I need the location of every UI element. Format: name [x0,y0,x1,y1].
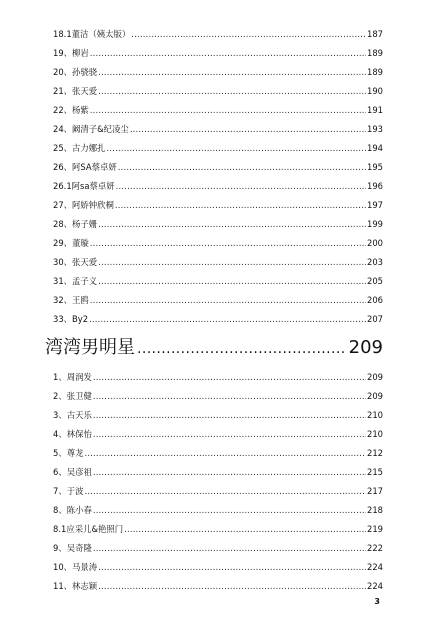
leader-dots [98,253,366,272]
table-of-contents [45,25,383,596]
leader-dots [116,177,366,196]
toc-entry-label: 26.1阿sa蔡卓妍 [53,181,115,191]
toc-entry-page: 212 [367,448,383,458]
toc-entry-page: 196 [367,181,383,191]
toc-entry-label: 22、杨紫 [53,105,89,115]
toc-entry-page: 187 [367,29,383,39]
toc-entry-page: 194 [367,143,383,153]
section-title: 湾湾男明星 [45,337,135,358]
toc-entry-page: 210 [367,410,383,420]
toc-entry[interactable] [53,25,383,44]
toc-entry-label: 2、张卫健 [53,391,92,401]
toc-entry[interactable] [53,196,383,215]
toc-entry-page: 224 [367,562,383,572]
leader-dots [137,332,347,366]
leader-dots [98,63,366,82]
toc-entry[interactable] [53,520,383,539]
toc-entry-label: 30、张天爱 [53,257,98,267]
toc-entry-label: 33、By2 [53,314,89,324]
toc-list-bottom [53,368,383,596]
toc-entry[interactable] [53,215,383,234]
leader-dots [89,310,366,329]
leader-dots [107,139,366,158]
toc-section-heading[interactable] [45,331,383,365]
toc-entry-label: 6、吴彦祖 [53,467,92,477]
leader-dots [98,577,366,596]
leader-dots [98,558,366,577]
toc-entry[interactable] [53,387,383,406]
toc-entry-page: 200 [367,238,383,248]
toc-list-top [53,25,383,329]
leader-dots [98,215,366,234]
toc-entry-page: 189 [367,48,383,58]
page-number: 3 [374,597,380,606]
toc-entry-label: 28、杨子姗 [53,219,98,229]
toc-entry[interactable] [53,272,383,291]
toc-entry-label: 24、阚清子&纪凌尘 [53,124,129,134]
toc-entry[interactable] [53,101,383,120]
toc-entry-label: 10、马景涛 [53,562,98,572]
leader-dots [90,291,366,310]
toc-entry[interactable] [53,577,383,596]
toc-entry[interactable] [53,177,383,196]
toc-entry-page: 207 [367,314,383,324]
toc-entry-label: 9、吴奇隆 [53,543,92,553]
leader-dots [93,501,366,520]
leader-dots [130,120,366,139]
toc-entry-label: 21、张天爱 [53,86,98,96]
leader-dots [124,520,366,539]
toc-entry-label: 26、阿SA蔡卓妍 [53,162,117,172]
toc-entry[interactable] [53,482,383,501]
leader-dots [98,82,366,101]
toc-entry-label: 7、于波 [53,486,84,496]
toc-entry-page: 195 [367,162,383,172]
toc-entry-page: 215 [367,467,383,477]
toc-entry-page: 218 [367,505,383,515]
toc-entry-page: 206 [367,295,383,305]
toc-entry[interactable] [53,63,383,82]
leader-dots [90,234,366,253]
toc-entry-page: 199 [367,219,383,229]
toc-entry[interactable] [53,291,383,310]
leader-dots [84,444,366,463]
toc-entry-page: 219 [367,524,383,534]
toc-entry[interactable] [53,253,383,272]
toc-entry-page: 203 [367,257,383,267]
toc-entry-page: 209 [367,372,383,382]
toc-entry-label: 31、孟子义 [53,276,98,286]
toc-entry[interactable] [53,310,383,329]
leader-dots [131,25,366,44]
toc-entry-label: 11、林志颖 [53,581,98,591]
toc-entry-label: 1、周润发 [53,372,92,382]
toc-entry-label: 18.1董洁（姨太版） [53,29,131,39]
toc-entry-page: 197 [367,200,383,210]
toc-entry-label: 8.1应采儿&艳照门 [53,524,124,534]
toc-entry-page: 193 [367,124,383,134]
toc-entry-label: 32、王鸥 [53,295,89,305]
leader-dots [115,196,366,215]
toc-entry-page: 205 [367,276,383,286]
toc-entry-label: 5、尊龙 [53,448,84,458]
toc-entry-page: 209 [367,391,383,401]
toc-entry[interactable] [53,368,383,387]
toc-entry[interactable] [53,463,383,482]
toc-entry-label: 19、柳岩 [53,48,89,58]
toc-entry-page: 210 [367,429,383,439]
toc-entry-label: 25、古力娜扎 [53,143,106,153]
toc-entry-label: 20、孙骁骁 [53,67,98,77]
leader-dots [90,44,366,63]
leader-dots [93,406,366,425]
toc-entry-page: 222 [367,543,383,553]
leader-dots [93,539,366,558]
toc-entry-page: 191 [367,105,383,115]
toc-entry[interactable] [53,82,383,101]
toc-entry[interactable] [53,406,383,425]
toc-entry-page: 189 [367,67,383,77]
leader-dots [93,368,366,387]
toc-entry-label: 27、阿娇钟欣桐 [53,200,114,210]
toc-entry[interactable] [53,158,383,177]
leader-dots [93,463,366,482]
toc-entry-page: 190 [367,86,383,96]
toc-entry[interactable] [53,558,383,577]
toc-entry-label: 3、古天乐 [53,410,92,420]
toc-entry[interactable] [53,44,383,63]
leader-dots [98,272,366,291]
leader-dots [93,387,366,406]
toc-entry[interactable] [53,120,383,139]
leader-dots [90,101,366,120]
toc-entry-label: 29、董璇 [53,238,89,248]
toc-entry[interactable] [53,501,383,520]
toc-entry[interactable] [53,234,383,253]
leader-dots [118,158,366,177]
section-page-number: 209 [348,337,383,358]
toc-entry-page: 224 [367,581,383,591]
leader-dots [84,482,366,501]
toc-entry-page: 217 [367,486,383,496]
toc-entry-label: 4、林保怡 [53,429,92,439]
toc-entry[interactable] [53,425,383,444]
toc-entry-label: 8、陈小春 [53,505,92,515]
toc-entry[interactable] [53,139,383,158]
toc-entry[interactable] [53,444,383,463]
toc-entry[interactable] [53,539,383,558]
leader-dots [93,425,366,444]
